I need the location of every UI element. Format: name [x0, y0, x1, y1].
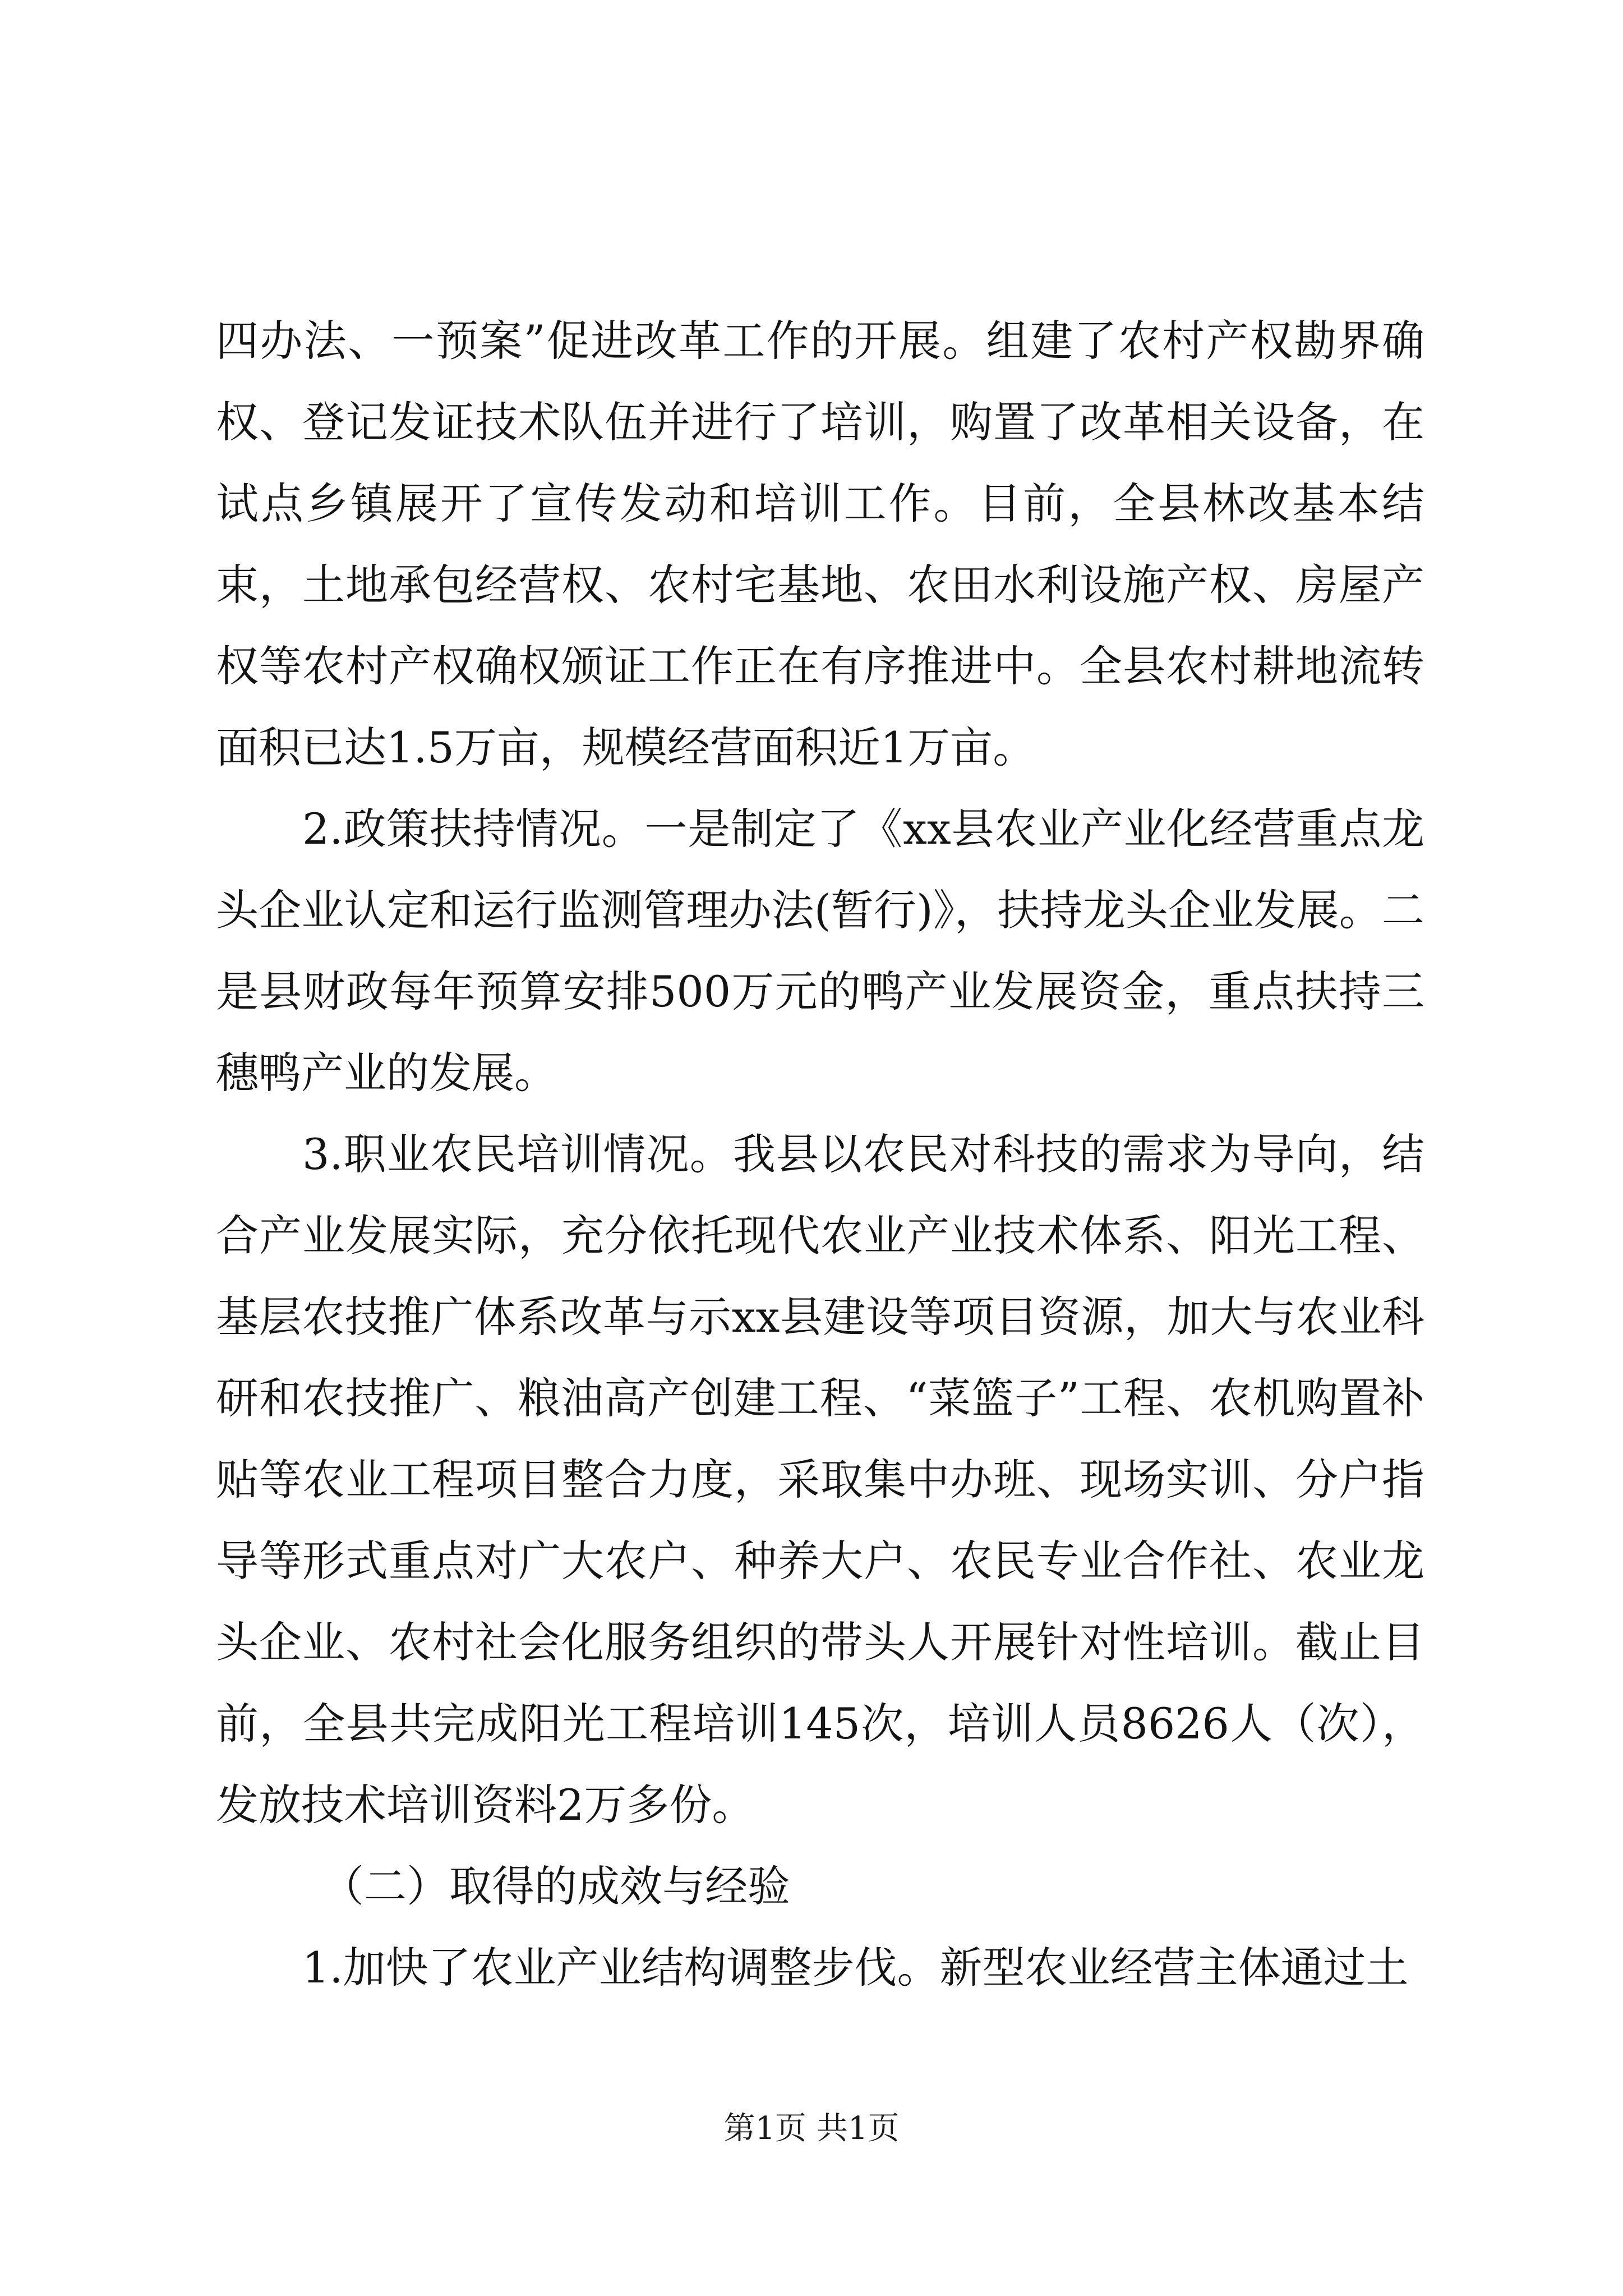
- page-footer: 第1页 共1页: [723, 2110, 900, 2147]
- paragraph-policy-support: 2.政策扶持情况。一是制定了《xx县农业产业化经营重点龙头企业认定和运行监测管理办法(暂行)》，扶持龙头企业发展。二是县财政每年预算安排500万元的鸭产业发展资金，重点扶持三穗鸭产业的发展。: [216, 804, 1424, 1098]
- paragraph-structure-adjustment: 1.加快了农业产业结构调整步伐。新型农业经营主体通过土: [302, 1943, 1409, 1993]
- document-body: [216, 300, 1424, 2008]
- section-heading-achievements: （二）取得的成效与经验: [321, 1861, 790, 1911]
- paragraph-land-rights-reform: 四办法、一预案”促进改革工作的开展。组建了农村产权勘界确权、登记发证技术队伍并进行了培训，购置了改革相关设备，在试点乡镇展开了宣传发动和培训工作。目前，全县林改基本结束，土地承包经营权、农村宅基地、农田水利设施产权、房屋产权等农村产权确权颁证工作正在有序推进中。全县农村耕地流转面积已达1.5万亩，规模经营面积近1万亩。: [216, 316, 1424, 772]
- paragraph-farmer-training: 3.职业农民培训情况。我县以农民对科技的需求为导向，结合产业发展实际，充分依托现代农业产业技术体系、阳光工程、基层农技推广体系改革与示xx县建设等项目资源，加大与农业科研和农技推广、粮油高产创建工程、“菜篮子”工程、农机购置补贴等农业工程项目整合力度，采取集中办班、现场实训、分户指导等形式重点对广大农户、种养大户、农民专业合作社、农业龙头企业、农村社会化服务组织的带头人开展针对性培训。截止目前，全县共完成阳光工程培训145次，培训人员8626人（次），发放技术培训资料2万多份。: [216, 1129, 1424, 1830]
